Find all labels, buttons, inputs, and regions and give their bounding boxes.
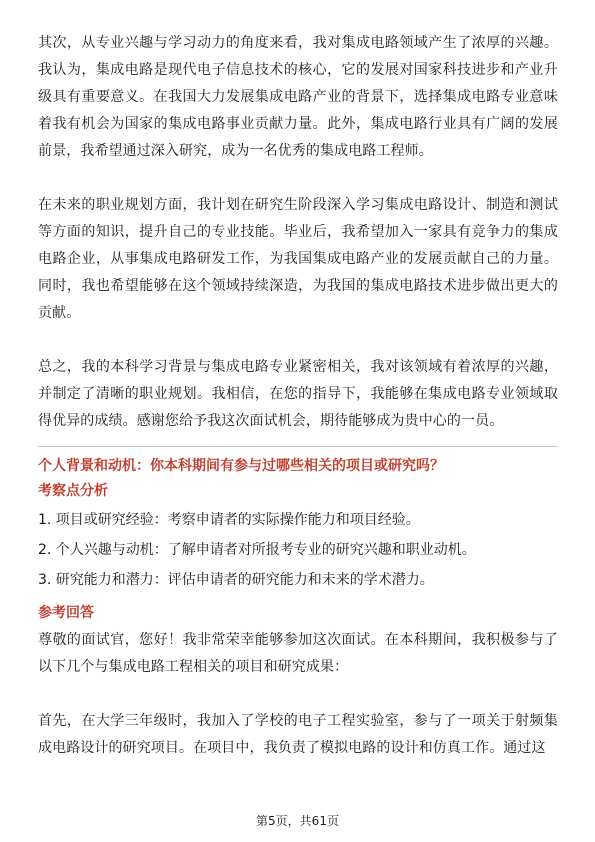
analysis-heading: 考察点分析 xyxy=(38,483,108,499)
page-content xyxy=(38,30,558,762)
paragraph-gap xyxy=(38,165,558,192)
question-heading: 个人背景和动机：你本科期间有参与过哪些相关的项目或研究吗？ xyxy=(38,458,444,474)
answer-heading: 参考回答 xyxy=(38,605,94,621)
paragraph-gap xyxy=(38,327,558,354)
answer-paragraph: 尊敬的面试官，您好！我非常荣幸能够参加这次面试。在本科期间，我积极参与了以下几个与集成电路工程相关的项目和研究成果： xyxy=(38,632,558,675)
section-divider xyxy=(38,446,558,447)
page-footer: 第5页，共61页 xyxy=(256,814,339,828)
analysis-item: 2. 个人兴趣与动机：了解申请者对所报考专业的研究兴趣和职业动机。 xyxy=(38,542,476,558)
paragraph-gap xyxy=(38,681,558,708)
analysis-item: 1. 项目或研究经验：考察申请者的实际操作能力和项目经验。 xyxy=(38,512,420,528)
paragraph-career-plan: 在未来的职业规划方面，我计划在研究生阶段深入学习集成电路设计、制造和测试等方面的知识，提升自己的专业技能。毕业后，我希望加入一家具有竞争力的集成电路企业，从事集成电路研发工作，为我国集成电路产业的发展贡献自己的力量。同时，我也希望能够在这个领域持续深造，为我国的集成电路技术进步做出更大的贡献。 xyxy=(38,197,558,321)
paragraph-conclusion: 总之，我的本科学习背景与集成电路专业紧密相关，我对该领域有着浓厚的兴趣，并制定了清晰的职业规划。我相信，在您的指导下，我能够在集成电路专业领域取得优异的成绩。感谢您给予我这次面试机会，期待能够成为贵中心的一员。 xyxy=(38,359,558,429)
answer-paragraph: 首先，在大学三年级时，我加入了学校的电子工程实验室，参与了一项关于射频集成电路设计的研究项目。在项目中，我负责了模拟电路的设计和仿真工作。通过这 xyxy=(38,713,558,756)
paragraph-interest: 其次，从专业兴趣与学习动力的角度来看，我对集成电路领域产生了浓厚的兴趣。我认为，集成电路是现代电子信息技术的核心，它的发展对国家科技进步和产业升级具有重要意义。在我国大力发展集成电路产业的背景下，选择集成电路专业意味着我有机会为国家的集成电路事业贡献力量。此外，集成电路行业具有广阔的发展前景，我希望通过深入研究，成为一名优秀的集成电路工程师。 xyxy=(38,35,558,159)
analysis-item: 3. 研究能力和潜力：评估申请者的研究能力和未来的学术潜力。 xyxy=(38,572,434,588)
